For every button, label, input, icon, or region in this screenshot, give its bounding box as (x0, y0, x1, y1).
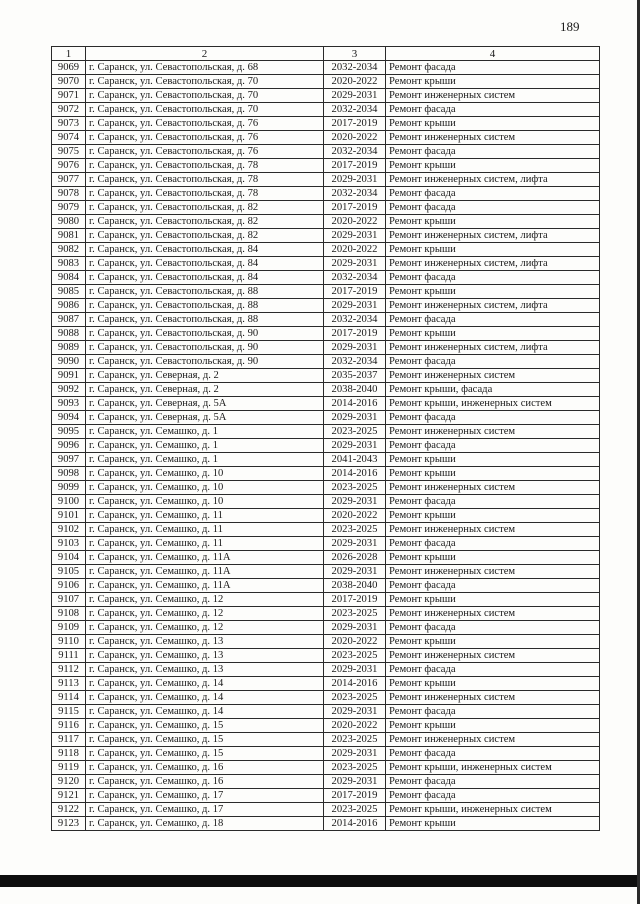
work-type-cell: Ремонт крыши (386, 75, 600, 89)
column-header: 3 (324, 47, 386, 61)
row-number: 9082 (52, 243, 86, 257)
period-cell: 2023-2025 (324, 803, 386, 817)
repair-schedule-table (51, 46, 600, 831)
address-cell: г. Саранск, ул. Семашко, д. 11 (86, 537, 324, 551)
row-number: 9115 (52, 705, 86, 719)
work-type-cell: Ремонт фасада (386, 495, 600, 509)
period-cell: 2020-2022 (324, 635, 386, 649)
row-number: 9114 (52, 691, 86, 705)
address-cell: г. Саранск, ул. Семашко, д. 10 (86, 481, 324, 495)
work-type-cell: Ремонт инженерных систем (386, 89, 600, 103)
row-number: 9110 (52, 635, 86, 649)
row-number: 9072 (52, 103, 86, 117)
period-cell: 2017-2019 (324, 285, 386, 299)
work-type-cell: Ремонт инженерных систем (386, 481, 600, 495)
work-type-cell: Ремонт крыши (386, 719, 600, 733)
row-number: 9098 (52, 467, 86, 481)
work-type-cell: Ремонт крыши (386, 817, 600, 831)
table-row (52, 817, 600, 831)
address-cell: г. Саранск, ул. Семашко, д. 14 (86, 705, 324, 719)
row-number: 9075 (52, 145, 86, 159)
period-cell: 2041-2043 (324, 453, 386, 467)
table-row (52, 61, 600, 75)
table-row (52, 537, 600, 551)
address-cell: г. Саранск, ул. Семашко, д. 17 (86, 803, 324, 817)
work-type-cell: Ремонт фасада (386, 663, 600, 677)
address-cell: г. Саранск, ул. Севастопольская, д. 88 (86, 313, 324, 327)
table-row (52, 663, 600, 677)
work-type-cell: Ремонт инженерных систем (386, 565, 600, 579)
row-number: 9121 (52, 789, 86, 803)
period-cell: 2029-2031 (324, 89, 386, 103)
work-type-cell: Ремонт инженерных систем, лифта (386, 257, 600, 271)
row-number: 9112 (52, 663, 86, 677)
work-type-cell: Ремонт инженерных систем, лифта (386, 299, 600, 313)
address-cell: г. Саранск, ул. Севастопольская, д. 90 (86, 341, 324, 355)
address-cell: г. Саранск, ул. Севастопольская, д. 78 (86, 159, 324, 173)
address-cell: г. Саранск, ул. Семашко, д. 13 (86, 649, 324, 663)
row-number: 9071 (52, 89, 86, 103)
period-cell: 2032-2034 (324, 355, 386, 369)
table-row (52, 453, 600, 467)
table-row (52, 649, 600, 663)
row-number: 9122 (52, 803, 86, 817)
period-cell: 2032-2034 (324, 271, 386, 285)
table-row (52, 509, 600, 523)
address-cell: г. Саранск, ул. Севастопольская, д. 70 (86, 103, 324, 117)
address-cell: г. Саранск, ул. Севастопольская, д. 78 (86, 173, 324, 187)
work-type-cell: Ремонт инженерных систем (386, 607, 600, 621)
period-cell: 2023-2025 (324, 649, 386, 663)
table-row (52, 257, 600, 271)
work-type-cell: Ремонт инженерных систем, лифта (386, 229, 600, 243)
table-row (52, 229, 600, 243)
work-type-cell: Ремонт фасада (386, 411, 600, 425)
table-row (52, 523, 600, 537)
address-cell: г. Саранск, ул. Севастопольская, д. 76 (86, 131, 324, 145)
period-cell: 2014-2016 (324, 677, 386, 691)
table-header-row (52, 47, 600, 61)
address-cell: г. Саранск, ул. Севастопольская, д. 82 (86, 215, 324, 229)
period-cell: 2014-2016 (324, 467, 386, 481)
table-row (52, 705, 600, 719)
address-cell: г. Саранск, ул. Семашко, д. 1 (86, 425, 324, 439)
address-cell: г. Саранск, ул. Северная, д. 2 (86, 383, 324, 397)
table-row (52, 411, 600, 425)
period-cell: 2023-2025 (324, 691, 386, 705)
row-number: 9108 (52, 607, 86, 621)
table-row (52, 187, 600, 201)
table-row (52, 173, 600, 187)
period-cell: 2029-2031 (324, 775, 386, 789)
period-cell: 2023-2025 (324, 607, 386, 621)
address-cell: г. Саранск, ул. Севастопольская, д. 78 (86, 187, 324, 201)
address-cell: г. Саранск, ул. Семашко, д. 16 (86, 761, 324, 775)
period-cell: 2029-2031 (324, 495, 386, 509)
table-row (52, 551, 600, 565)
row-number: 9091 (52, 369, 86, 383)
address-cell: г. Саранск, ул. Севастопольская, д. 68 (86, 61, 324, 75)
table-row (52, 621, 600, 635)
work-type-cell: Ремонт фасада (386, 313, 600, 327)
table-row (52, 243, 600, 257)
address-cell: г. Саранск, ул. Семашко, д. 15 (86, 747, 324, 761)
address-cell: г. Саранск, ул. Севастопольская, д. 84 (86, 257, 324, 271)
address-cell: г. Саранск, ул. Севастопольская, д. 76 (86, 145, 324, 159)
table-row (52, 579, 600, 593)
column-header: 1 (52, 47, 86, 61)
row-number: 9106 (52, 579, 86, 593)
table-row (52, 201, 600, 215)
address-cell: г. Саранск, ул. Семашко, д. 12 (86, 621, 324, 635)
table-row (52, 397, 600, 411)
table-row (52, 103, 600, 117)
period-cell: 2038-2040 (324, 579, 386, 593)
work-type-cell: Ремонт фасада (386, 145, 600, 159)
work-type-cell: Ремонт крыши (386, 551, 600, 565)
row-number: 9089 (52, 341, 86, 355)
address-cell: г. Саранск, ул. Севастопольская, д. 70 (86, 89, 324, 103)
period-cell: 2020-2022 (324, 243, 386, 257)
row-number: 9077 (52, 173, 86, 187)
address-cell: г. Саранск, ул. Семашко, д. 11 (86, 509, 324, 523)
address-cell: г. Саранск, ул. Семашко, д. 10 (86, 467, 324, 481)
work-type-cell: Ремонт фасада (386, 355, 600, 369)
row-number: 9073 (52, 117, 86, 131)
address-cell: г. Саранск, ул. Семашко, д. 17 (86, 789, 324, 803)
row-number: 9093 (52, 397, 86, 411)
row-number: 9101 (52, 509, 86, 523)
table-row (52, 677, 600, 691)
address-cell: г. Саранск, ул. Севастопольская, д. 90 (86, 327, 324, 341)
table-row (52, 439, 600, 453)
address-cell: г. Саранск, ул. Семашко, д. 15 (86, 733, 324, 747)
address-cell: г. Саранск, ул. Севастопольская, д. 84 (86, 243, 324, 257)
period-cell: 2032-2034 (324, 187, 386, 201)
period-cell: 2029-2031 (324, 537, 386, 551)
period-cell: 2023-2025 (324, 733, 386, 747)
address-cell: г. Саранск, ул. Семашко, д. 1 (86, 453, 324, 467)
period-cell: 2029-2031 (324, 705, 386, 719)
period-cell: 2017-2019 (324, 789, 386, 803)
work-type-cell: Ремонт инженерных систем (386, 425, 600, 439)
period-cell: 2029-2031 (324, 439, 386, 453)
table-row (52, 635, 600, 649)
address-cell: г. Саранск, ул. Семашко, д. 13 (86, 663, 324, 677)
period-cell: 2017-2019 (324, 159, 386, 173)
table-row (52, 775, 600, 789)
row-number: 9111 (52, 649, 86, 663)
work-type-cell: Ремонт крыши (386, 509, 600, 523)
work-type-cell: Ремонт фасада (386, 621, 600, 635)
row-number: 9096 (52, 439, 86, 453)
column-header: 4 (386, 47, 600, 61)
table-row (52, 131, 600, 145)
address-cell: г. Саранск, ул. Севастопольская, д. 90 (86, 355, 324, 369)
address-cell: г. Саранск, ул. Семашко, д. 12 (86, 593, 324, 607)
address-cell: г. Саранск, ул. Севастопольская, д. 88 (86, 299, 324, 313)
row-number: 9118 (52, 747, 86, 761)
work-type-cell: Ремонт инженерных систем (386, 523, 600, 537)
row-number: 9080 (52, 215, 86, 229)
row-number: 9120 (52, 775, 86, 789)
row-number: 9074 (52, 131, 86, 145)
table-row (52, 607, 600, 621)
work-type-cell: Ремонт фасада (386, 537, 600, 551)
address-cell: г. Саранск, ул. Семашко, д. 1 (86, 439, 324, 453)
row-number: 9069 (52, 61, 86, 75)
work-type-cell: Ремонт фасада (386, 187, 600, 201)
table-row (52, 691, 600, 705)
address-cell: г. Саранск, ул. Севастопольская, д. 76 (86, 117, 324, 131)
work-type-cell: Ремонт крыши, инженерных систем (386, 397, 600, 411)
row-number: 9107 (52, 593, 86, 607)
address-cell: г. Саранск, ул. Севастопольская, д. 70 (86, 75, 324, 89)
work-type-cell: Ремонт крыши (386, 467, 600, 481)
period-cell: 2038-2040 (324, 383, 386, 397)
row-number: 9086 (52, 299, 86, 313)
work-type-cell: Ремонт фасада (386, 579, 600, 593)
address-cell: г. Саранск, ул. Севастопольская, д. 84 (86, 271, 324, 285)
row-number: 9117 (52, 733, 86, 747)
row-number: 9116 (52, 719, 86, 733)
address-cell: г. Саранск, ул. Северная, д. 5А (86, 411, 324, 425)
table-row (52, 145, 600, 159)
work-type-cell: Ремонт крыши (386, 117, 600, 131)
work-type-cell: Ремонт крыши (386, 453, 600, 467)
scan-border-bottom (0, 875, 640, 887)
row-number: 9070 (52, 75, 86, 89)
period-cell: 2032-2034 (324, 61, 386, 75)
work-type-cell: Ремонт крыши (386, 677, 600, 691)
period-cell: 2014-2016 (324, 397, 386, 411)
period-cell: 2023-2025 (324, 481, 386, 495)
table-row (52, 719, 600, 733)
table-row (52, 761, 600, 775)
period-cell: 2029-2031 (324, 341, 386, 355)
address-cell: г. Саранск, ул. Севастопольская, д. 82 (86, 201, 324, 215)
address-cell: г. Саранск, ул. Северная, д. 2 (86, 369, 324, 383)
row-number: 9090 (52, 355, 86, 369)
row-number: 9099 (52, 481, 86, 495)
work-type-cell: Ремонт крыши, инженерных систем (386, 803, 600, 817)
table-row (52, 271, 600, 285)
address-cell: г. Саранск, ул. Семашко, д. 14 (86, 691, 324, 705)
address-cell: г. Саранск, ул. Северная, д. 5А (86, 397, 324, 411)
address-cell: г. Саранск, ул. Севастопольская, д. 88 (86, 285, 324, 299)
address-cell: г. Саранск, ул. Семашко, д. 15 (86, 719, 324, 733)
table-row (52, 733, 600, 747)
row-number: 9085 (52, 285, 86, 299)
row-number: 9123 (52, 817, 86, 831)
period-cell: 2017-2019 (324, 327, 386, 341)
address-cell: г. Саранск, ул. Семашко, д. 11А (86, 565, 324, 579)
period-cell: 2026-2028 (324, 551, 386, 565)
table-row (52, 355, 600, 369)
address-cell: г. Саранск, ул. Семашко, д. 12 (86, 607, 324, 621)
row-number: 9109 (52, 621, 86, 635)
row-number: 9094 (52, 411, 86, 425)
work-type-cell: Ремонт инженерных систем (386, 369, 600, 383)
table-row (52, 495, 600, 509)
page-number: 189 (560, 19, 580, 34)
table-row (52, 215, 600, 229)
work-type-cell: Ремонт фасада (386, 61, 600, 75)
table-row (52, 159, 600, 173)
address-cell: г. Саранск, ул. Семашко, д. 13 (86, 635, 324, 649)
period-cell: 2020-2022 (324, 75, 386, 89)
work-type-cell: Ремонт фасада (386, 271, 600, 285)
work-type-cell: Ремонт крыши (386, 159, 600, 173)
row-number: 9079 (52, 201, 86, 215)
table-row (52, 341, 600, 355)
period-cell: 2023-2025 (324, 761, 386, 775)
work-type-cell: Ремонт фасада (386, 747, 600, 761)
row-number: 9119 (52, 761, 86, 775)
row-number: 9084 (52, 271, 86, 285)
row-number: 9081 (52, 229, 86, 243)
row-number: 9083 (52, 257, 86, 271)
period-cell: 2017-2019 (324, 117, 386, 131)
row-number: 9087 (52, 313, 86, 327)
row-number: 9092 (52, 383, 86, 397)
period-cell: 2029-2031 (324, 663, 386, 677)
period-cell: 2035-2037 (324, 369, 386, 383)
address-cell: г. Саранск, ул. Семашко, д. 11 (86, 523, 324, 537)
work-type-cell: Ремонт фасада (386, 439, 600, 453)
period-cell: 2017-2019 (324, 201, 386, 215)
table-row (52, 369, 600, 383)
period-cell: 2020-2022 (324, 719, 386, 733)
table-row (52, 747, 600, 761)
table-row (52, 285, 600, 299)
period-cell: 2029-2031 (324, 411, 386, 425)
work-type-cell: Ремонт инженерных систем (386, 649, 600, 663)
table-row (52, 299, 600, 313)
row-number: 9102 (52, 523, 86, 537)
table-row (52, 383, 600, 397)
row-number: 9113 (52, 677, 86, 691)
period-cell: 2029-2031 (324, 257, 386, 271)
row-number: 9105 (52, 565, 86, 579)
column-header: 2 (86, 47, 324, 61)
table-row (52, 117, 600, 131)
address-cell: г. Саранск, ул. Севастопольская, д. 82 (86, 229, 324, 243)
work-type-cell: Ремонт инженерных систем, лифта (386, 341, 600, 355)
work-type-cell: Ремонт фасада (386, 201, 600, 215)
table-body (52, 61, 600, 831)
period-cell: 2032-2034 (324, 313, 386, 327)
work-type-cell: Ремонт крыши (386, 635, 600, 649)
work-type-cell: Ремонт крыши (386, 593, 600, 607)
row-number: 9095 (52, 425, 86, 439)
period-cell: 2029-2031 (324, 299, 386, 313)
period-cell: 2029-2031 (324, 229, 386, 243)
address-cell: г. Саранск, ул. Семашко, д. 18 (86, 817, 324, 831)
table-row (52, 89, 600, 103)
row-number: 9103 (52, 537, 86, 551)
work-type-cell: Ремонт инженерных систем (386, 733, 600, 747)
work-type-cell: Ремонт фасада (386, 103, 600, 117)
address-cell: г. Саранск, ул. Семашко, д. 11А (86, 579, 324, 593)
work-type-cell: Ремонт крыши (386, 243, 600, 257)
address-cell: г. Саранск, ул. Семашко, д. 16 (86, 775, 324, 789)
table-row (52, 593, 600, 607)
work-type-cell: Ремонт крыши (386, 285, 600, 299)
row-number: 9097 (52, 453, 86, 467)
period-cell: 2029-2031 (324, 565, 386, 579)
table-row (52, 789, 600, 803)
period-cell: 2029-2031 (324, 173, 386, 187)
row-number: 9104 (52, 551, 86, 565)
address-cell: г. Саранск, ул. Семашко, д. 14 (86, 677, 324, 691)
period-cell: 2029-2031 (324, 621, 386, 635)
period-cell: 2023-2025 (324, 523, 386, 537)
row-number: 9100 (52, 495, 86, 509)
table-row (52, 75, 600, 89)
work-type-cell: Ремонт фасада (386, 789, 600, 803)
work-type-cell: Ремонт крыши (386, 327, 600, 341)
work-type-cell: Ремонт фасада (386, 705, 600, 719)
work-type-cell: Ремонт инженерных систем (386, 691, 600, 705)
work-type-cell: Ремонт крыши, фасада (386, 383, 600, 397)
address-cell: г. Саранск, ул. Семашко, д. 10 (86, 495, 324, 509)
table-row (52, 327, 600, 341)
work-type-cell: Ремонт крыши, инженерных систем (386, 761, 600, 775)
work-type-cell: Ремонт инженерных систем, лифта (386, 173, 600, 187)
work-type-cell: Ремонт фасада (386, 775, 600, 789)
period-cell: 2014-2016 (324, 817, 386, 831)
table-row (52, 481, 600, 495)
work-type-cell: Ремонт крыши (386, 215, 600, 229)
period-cell: 2029-2031 (324, 747, 386, 761)
period-cell: 2023-2025 (324, 425, 386, 439)
table-row (52, 425, 600, 439)
table-row (52, 803, 600, 817)
period-cell: 2032-2034 (324, 145, 386, 159)
work-type-cell: Ремонт инженерных систем (386, 131, 600, 145)
table-row (52, 565, 600, 579)
period-cell: 2020-2022 (324, 509, 386, 523)
period-cell: 2020-2022 (324, 131, 386, 145)
table-row (52, 467, 600, 481)
period-cell: 2032-2034 (324, 103, 386, 117)
row-number: 9078 (52, 187, 86, 201)
address-cell: г. Саранск, ул. Семашко, д. 11А (86, 551, 324, 565)
period-cell: 2017-2019 (324, 593, 386, 607)
period-cell: 2020-2022 (324, 215, 386, 229)
row-number: 9076 (52, 159, 86, 173)
row-number: 9088 (52, 327, 86, 341)
table-row (52, 313, 600, 327)
